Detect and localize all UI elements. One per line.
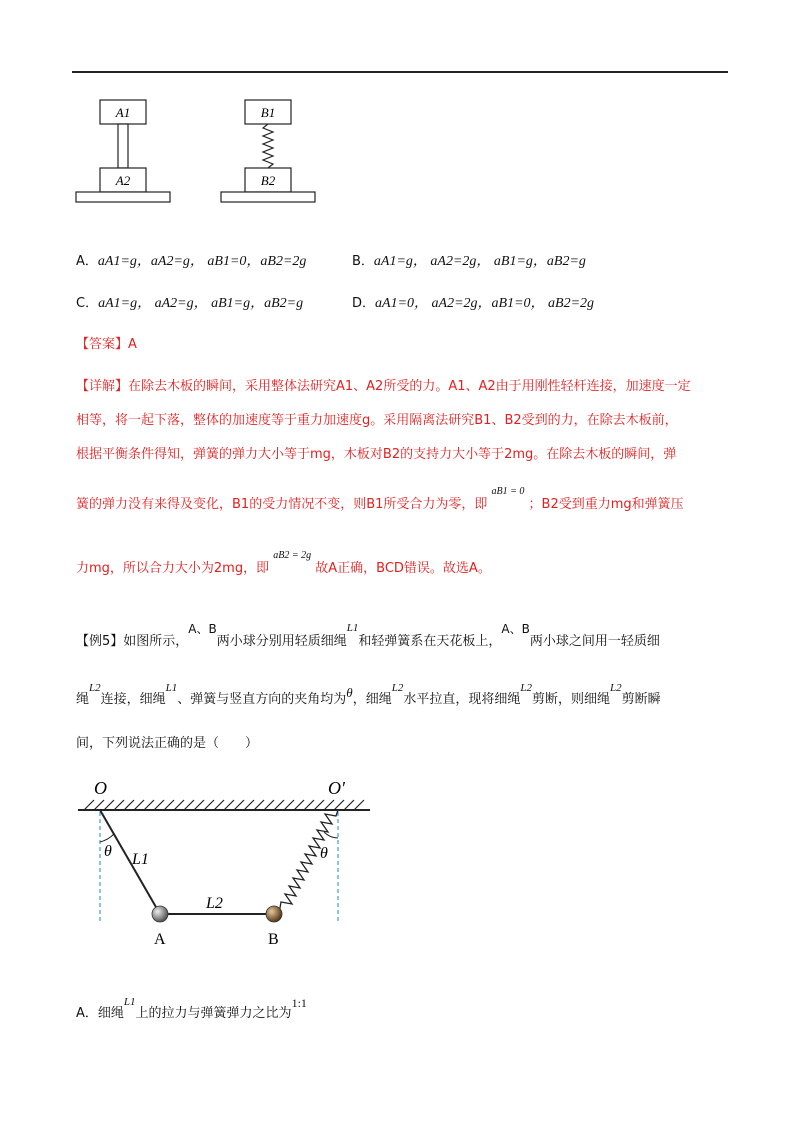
label-B: B <box>268 931 279 948</box>
label-b2: B2 <box>260 173 276 188</box>
option-c-text: aA1=g， aA2=g， aB1=g，aB2=g <box>98 296 304 311</box>
detail-line-5 <box>76 550 491 576</box>
q-l2c: 、弹簧与竖直方向的夹角均为 <box>177 692 347 707</box>
option-d-text: aA1=0， aA2=2g，aB1=0， aB2=2g <box>375 296 595 311</box>
label-A: A <box>154 931 166 948</box>
label-theta-right: θ <box>320 845 328 862</box>
q-l1c: 和轻弹簧系在天花板上， <box>358 634 502 649</box>
label-b1: B1 <box>260 105 276 120</box>
rigid-rod <box>118 124 128 168</box>
eq-ab1: aB1 = 0 <box>491 486 525 497</box>
q-L1-1: L1 <box>346 622 359 634</box>
q-L2-1: L2 <box>89 682 101 694</box>
detail-line-4a: 簧的弹力没有来得及变化，B1的受力情况不变，则B1所受合力为零，即 <box>76 497 488 512</box>
figure-blocks <box>70 90 360 210</box>
example5-option-a[interactable] <box>76 996 307 1021</box>
board-right <box>221 192 315 202</box>
option-a-text: aA1=g，aA2=g， aB1=0，aB2=2g <box>97 254 307 269</box>
option-b-letter: B． <box>352 254 374 269</box>
option-a[interactable] <box>76 250 306 270</box>
label-O: O <box>94 778 107 798</box>
detail-line-1: 【详解】在除去木板的瞬间，采用整体法研究A1、A2所受的力。A1、A2由于用刚性轻杆连接，加速度一定 <box>76 379 691 394</box>
q-l1d: 两小球之间用一轻质细 <box>529 634 660 649</box>
angle-arc-left <box>100 834 114 842</box>
option-c[interactable] <box>76 292 303 312</box>
option-a-letter: A． <box>76 254 98 269</box>
detail-line-5a: 力mg，所以合力大小为2mg，即 <box>76 561 270 576</box>
ex5-option-a-text2: 上的拉力与弹簧弹力之比为 <box>135 1006 292 1021</box>
detail-line-4b: ；B2受到重力mg和弹簧压 <box>528 497 684 512</box>
answer-label: 【答案】A <box>76 337 137 352</box>
q-L2-3: L2 <box>520 682 532 694</box>
detail-line-5b: 故A正确，BCD错误。故选A。 <box>315 561 491 576</box>
q-theta: θ <box>346 685 353 700</box>
figure-pendulum <box>70 770 380 950</box>
q-l2b: 连接，细绳 <box>100 692 166 707</box>
q-l1a: 【例5】如图所示， <box>76 634 189 649</box>
label-Oprime: O′ <box>328 778 345 798</box>
eq-ab2: aB2 = 2g <box>273 550 312 561</box>
ball-b <box>266 906 282 922</box>
ex5-option-a-L1: L1 <box>123 996 136 1008</box>
q-line-3: 间，下列说法正确的是（ ） <box>76 736 259 751</box>
q-L2-2: L2 <box>391 682 404 694</box>
ball-a <box>152 906 168 922</box>
label-theta-left: θ <box>104 843 112 860</box>
q-l1b: 两小球分别用轻质细绳 <box>216 634 347 649</box>
string-l1 <box>100 810 160 914</box>
q-line-2 <box>76 682 661 707</box>
angle-arc-right <box>324 832 338 838</box>
q-l2e: 水平拉直，现将细绳 <box>403 692 521 707</box>
label-l2: L2 <box>206 895 223 912</box>
spring-b <box>263 124 273 168</box>
q-l2f: 剪断，则细绳 <box>531 692 610 707</box>
q-L2-4: L2 <box>609 682 622 694</box>
ex5-option-a-text1: 细绳 <box>97 1006 124 1021</box>
label-a1: A1 <box>115 105 131 120</box>
q-l2g: 剪断瞬 <box>621 692 661 707</box>
q-line-1 <box>76 622 660 649</box>
example5-question <box>76 620 736 750</box>
detail-line-3: 根据平衡条件得知，弹簧的弹力大小等于mg，木板对B2的支持力大小等于2mg。在除去木板的瞬间，弹 <box>76 447 677 462</box>
option-d[interactable] <box>352 292 594 312</box>
q-ab-2: A、B <box>501 622 530 636</box>
q-L1-2: L1 <box>165 682 178 694</box>
q-l2d: ，细绳 <box>352 692 392 707</box>
detail-line-4 <box>76 486 684 512</box>
option-b[interactable] <box>352 250 586 270</box>
q-l2a: 绳 <box>76 692 90 707</box>
ceiling-hatch <box>84 800 364 810</box>
option-b-text: aA1=g， aA2=2g， aB1=g，aB2=g <box>373 254 586 269</box>
q-ab-1: A、B <box>188 622 217 636</box>
board-left <box>76 192 170 202</box>
option-d-letter: D． <box>352 296 376 311</box>
label-l1: L1 <box>132 851 149 868</box>
ex5-option-a-letter: A． <box>76 1006 98 1021</box>
option-c-letter: C． <box>76 296 99 311</box>
ex5-option-a-ratio: 1:1 <box>291 996 307 1010</box>
spring <box>274 810 338 914</box>
label-a2: A2 <box>115 173 131 188</box>
detail-line-2: 相等，将一起下落，整体的加速度等于重力加速度g。采用隔离法研究B1、B2受到的力，在除去木板前， <box>76 413 678 428</box>
header-rule <box>72 71 728 73</box>
